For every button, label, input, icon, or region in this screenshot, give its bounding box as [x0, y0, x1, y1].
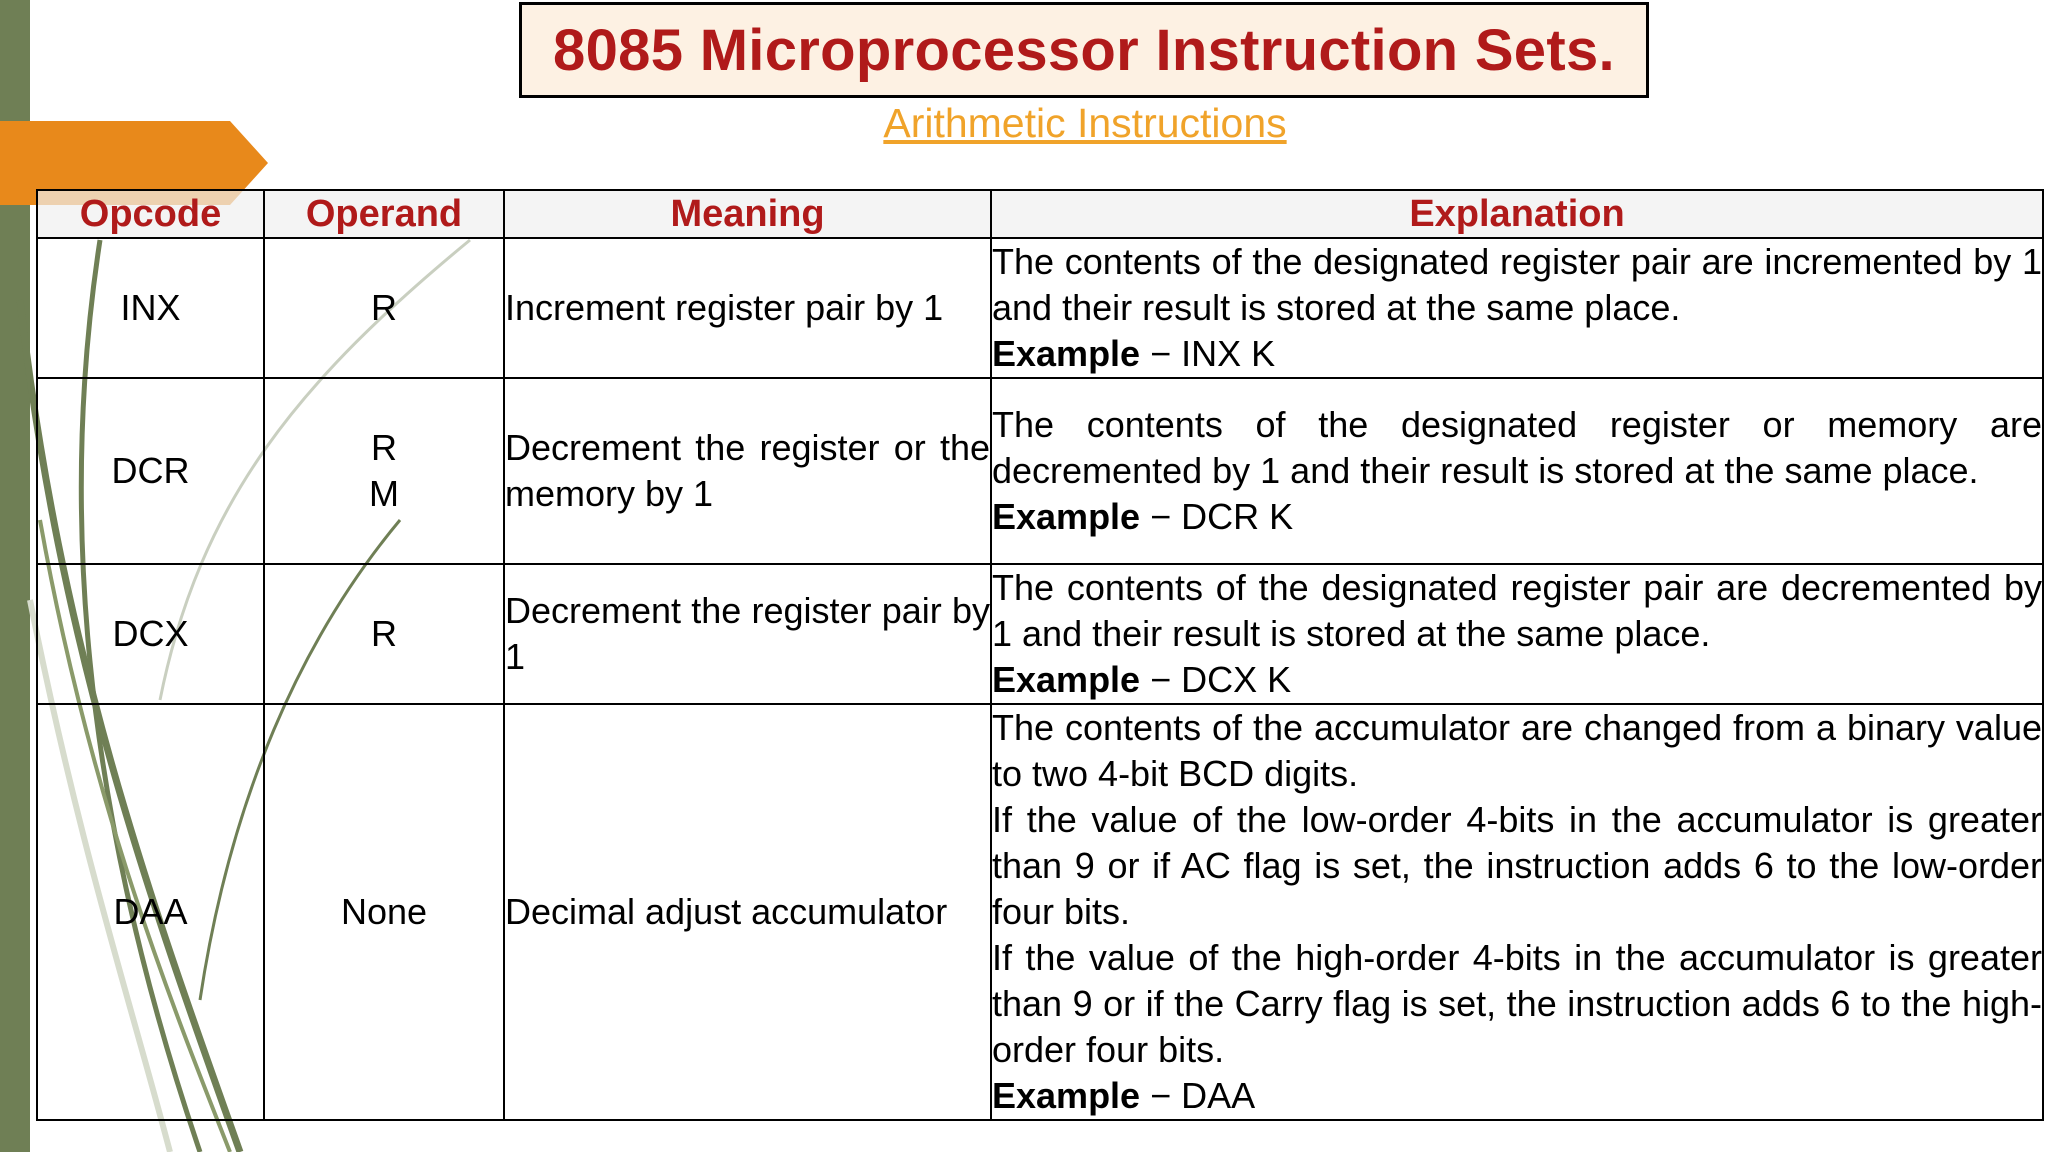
explanation-text: If the value of the high-order 4-bits in the accumulator is greater than 9 or if the Carry flag is set, the instruction adds 6 to the high-order four bits.	[992, 937, 2042, 1070]
example-line	[992, 331, 2042, 377]
cell-explanation	[991, 238, 2043, 378]
operand-line: R	[371, 427, 397, 468]
slide-title-text: 8085 Microprocessor Instruction Sets.	[553, 17, 1615, 83]
cell-meaning: Decimal adjust accumulator	[504, 704, 991, 1120]
explanation-text: The contents of the accumulator are changed from a binary value to two 4-bit BCD digits.	[992, 707, 2042, 794]
cell-explanation	[991, 704, 2043, 1120]
cell-operand: None	[264, 704, 504, 1120]
explanation-text: The contents of the designated register pair are decremented by 1 and their result is stored at the same place.	[992, 567, 2042, 654]
slide-title	[519, 2, 1649, 98]
example-label: Example	[992, 496, 1141, 537]
example-label: Example	[992, 659, 1141, 700]
table-row	[37, 378, 2043, 564]
example-line	[992, 657, 2042, 703]
cell-opcode: DAA	[37, 704, 264, 1120]
table-header-row	[37, 190, 2043, 238]
header-meaning: Meaning	[504, 190, 991, 238]
cell-opcode: DCR	[37, 378, 264, 564]
example-value: − DAA	[1140, 1075, 1256, 1116]
instruction-table	[36, 189, 2044, 1121]
table-row	[37, 564, 2043, 704]
cell-operand	[264, 378, 504, 564]
example-line	[992, 494, 2042, 540]
cell-explanation	[991, 564, 2043, 704]
cell-explanation	[991, 378, 2043, 564]
explanation-text: The contents of the designated register pair are incremented by 1 and their result is stored at the same place.	[992, 241, 2042, 328]
table-row	[37, 704, 2043, 1120]
cell-meaning: Increment register pair by 1	[504, 238, 991, 378]
cell-meaning: Decrement the register pair by 1	[504, 564, 991, 704]
table-row	[37, 238, 2043, 378]
cell-opcode: INX	[37, 238, 264, 378]
cell-operand: R	[264, 238, 504, 378]
example-value: − INX K	[1140, 333, 1276, 374]
explanation-text: If the value of the low-order 4-bits in the accumulator is greater than 9 or if AC flag is set, the instruction adds 6 to the low-order four bits.	[992, 799, 2042, 932]
example-value: − DCR K	[1140, 496, 1294, 537]
cell-meaning: Decrement the register or the memory by 1	[504, 378, 991, 564]
example-label: Example	[992, 1075, 1141, 1116]
slide-subtitle: Arithmetic Instructions	[883, 100, 1287, 146]
header-opcode: Opcode	[37, 190, 264, 238]
example-value: − DCX K	[1140, 659, 1292, 700]
example-line	[992, 1073, 2042, 1119]
operand-line: M	[369, 473, 399, 514]
header-explanation: Explanation	[991, 190, 2043, 238]
cell-operand: R	[264, 564, 504, 704]
header-operand: Operand	[264, 190, 504, 238]
example-label: Example	[992, 333, 1141, 374]
explanation-text: The contents of the designated register or memory are decremented by 1 and their result is stored at the same place.	[992, 404, 2042, 491]
cell-opcode: DCX	[37, 564, 264, 704]
